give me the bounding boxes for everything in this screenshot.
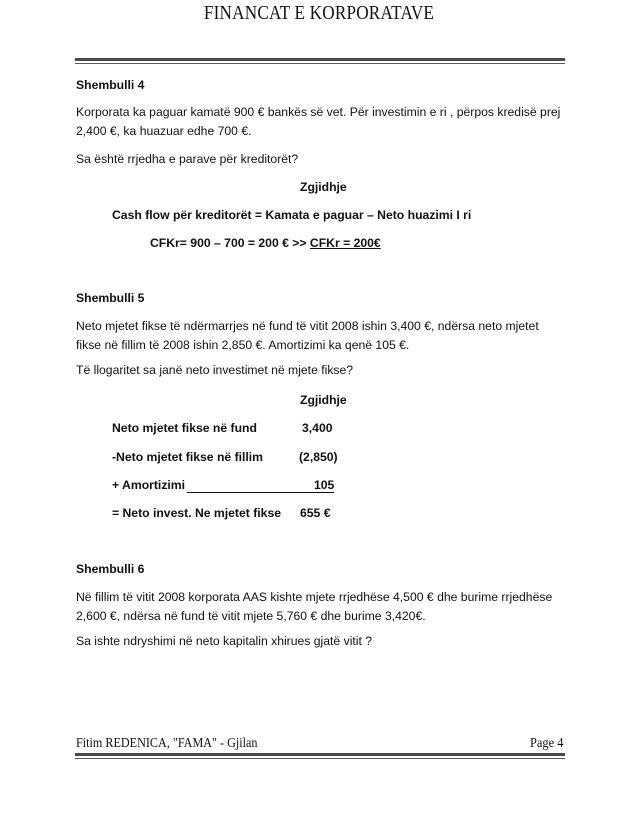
example-4-calculation	[150, 235, 381, 251]
example-5-heading: Shembulli 5	[76, 291, 145, 305]
example-4-calc-result: CFKr = 200€	[309, 236, 381, 250]
footer-author: Fitim REDENICA, "FAMA" - Gjilan	[76, 735, 258, 750]
header-rule-thin	[75, 63, 565, 64]
footer-rule-thin	[75, 758, 565, 759]
example-5-question: Të llogaritet sa janë neto investimet në mjete fikse?	[76, 363, 354, 377]
example-5-solution-label: Zgjidhje	[300, 393, 347, 407]
example-4-paragraph: Korporata ka paguar kamatë 900 € bankës së vet. Për investimin e ri , përpos kredisë prej 2,400 €, ka huazuar edhe 700 €.	[76, 105, 561, 138]
footer-page-number: Page 4	[530, 735, 564, 750]
example-6-heading: Shembulli 6	[76, 562, 145, 576]
example-5-row-value: 105	[314, 478, 335, 492]
example-4-calc-prefix: CFKr= 900 – 700 = 200 € >>	[150, 236, 310, 250]
example-4-heading: Shembulli 4	[76, 78, 145, 92]
example-5-row-label: + Amortizimi	[112, 478, 186, 492]
header-rule-thick	[75, 58, 565, 61]
example-5-paragraph: Neto mjetet fikse të ndërmarrjes në fund të vitit 2008 ishin 3,400 €, ndërsa neto mjetet fikse në fillim të 2008 ishin 2,850 €. Amortizimi ka qenë 105 €.	[76, 319, 539, 352]
example-6-paragraph: Në fillim të vitit 2008 korporata AAS kishte mjete rrjedhëse 4,500 € dhe burime rrjedhëse 2,600 €, ndërsa në fund të vitit mjete 5,760 € dhe burime 3,420€.	[76, 590, 553, 623]
example-5-amortization-underline	[187, 492, 334, 493]
example-5-row-label: -Neto mjetet fikse në fillim	[112, 450, 264, 464]
example-5-row-value: (2,850)	[299, 450, 338, 464]
example-5-row-label: = Neto invest. Ne mjetet fikse	[112, 506, 281, 520]
page-header-title: FINANCAT E KORPORATAVE	[203, 2, 435, 24]
example-4-formula: Cash flow për kreditorët = Kamata e paguar – Neto huazimi I ri	[112, 208, 472, 222]
example-5-row-value: 655 €	[300, 506, 331, 520]
footer-rule-thick	[75, 753, 565, 756]
example-5-row-value: 3,400	[302, 421, 333, 435]
example-6-question: Sa ishte ndryshimi në neto kapitalin xhirues gjatë vitit ?	[76, 634, 373, 648]
example-4-solution-label: Zgjidhje	[300, 180, 347, 194]
example-4-question: Sa është rrjedha e parave për kreditorët?	[76, 152, 299, 166]
example-5-row-label: Neto mjetet fikse në fund	[112, 421, 257, 435]
